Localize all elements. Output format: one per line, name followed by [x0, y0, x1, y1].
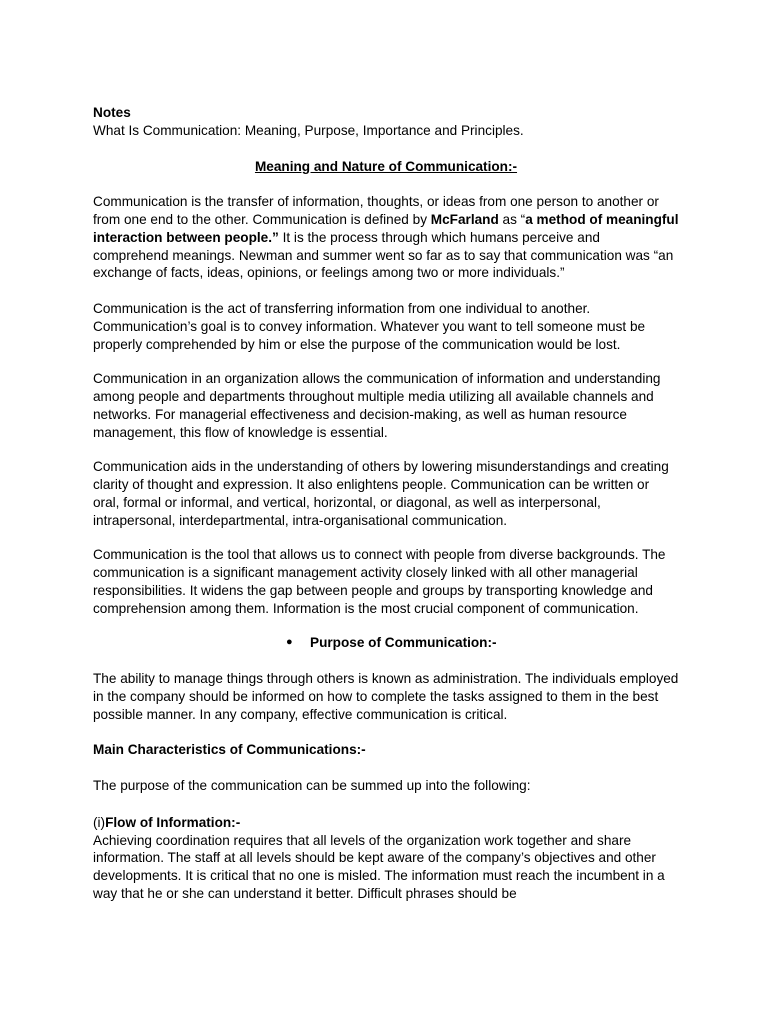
bold-name: McFarland — [430, 212, 499, 227]
bullet-icon: ● — [286, 636, 293, 649]
flow-heading-text: Flow of Information:- — [105, 814, 241, 830]
paragraph-definition — [93, 193, 679, 282]
document-body — [93, 104, 679, 903]
paragraph-text: as “ — [498, 212, 526, 227]
document-title: What Is Communication: Meaning, Purpose, Importance and Principles. — [93, 122, 524, 138]
characteristics-heading: Main Characteristics of Communications:- — [93, 742, 366, 758]
paragraph-purpose-summary: The purpose of the communication can be summed up into the following: — [93, 778, 531, 793]
paragraph-text: Communication is the transfer of information, thoughts, or ideas from one person to another or from one end to the other. Communication is defined by — [93, 194, 659, 227]
paragraph-text: It is the process through which humans perceive and comprehend meanings. Newman and summer went so far as to say that communication was “an exchange of facts, ideas, opinions, or feelings among two or more individuals.” — [93, 229, 674, 281]
bold-quote: a method of meaningful interaction between people.” — [93, 212, 679, 245]
notes-label: Notes — [93, 105, 131, 120]
purpose-heading — [93, 634, 679, 652]
paragraph-administration: The ability to manage things through others is known as administration. The individuals employed in the company should be informed on how to complete the tasks assigned to them in the best possible manner. In any company, effective communication is critical. — [93, 671, 679, 722]
paragraph-transfer: Communication is the act of transferring information from one individual to another. Communication’s goal is to convey information. Whatever you want to tell someone must be properly comprehended by him or else the purpose of the communication would be lost. — [93, 301, 646, 352]
paragraph-coordination: Achieving coordination requires that all levels of the organization work together and share information. The staff at all levels should be kept aware of the company’s objectives and other developments. It is critical that no one is misled. The information must reach the incumbent in a way that he or she can understand it better. Difficult phrases should be — [93, 832, 665, 901]
paragraph-organization: Communication in an organization allows the communication of information and understanding among people and departments throughout multiple media utilizing all available channels and networks. For managerial effectiveness and decision-making, as well as human resource management, this flow of knowledge is essential. — [93, 371, 661, 440]
flow-heading — [93, 814, 679, 832]
section-heading-meaning: Meaning and Nature of Communication:- — [254, 158, 518, 174]
paragraph-tool: Communication is the tool that allows us to connect with people from diverse backgrounds. The communication is a significant management activity closely linked with all other managerial responsibilities. It widens the gap between people and groups by transporting knowledge and comprehension among them. Information is the most crucial component of communication. — [93, 547, 666, 616]
flow-prefix: (i) — [93, 814, 106, 830]
purpose-heading-text: Purpose of Communication:- — [310, 635, 497, 651]
paragraph-understanding: Communication aids in the understanding of others by lowering misunderstandings and creating clarity of thought and expression. It also enlightens people. Communication can be written or oral, formal or informal, and vertical, horizontal, or diagonal, as well as interpersonal, intrapersonal, interdepartmental, intra-organisational communication. — [93, 459, 669, 528]
